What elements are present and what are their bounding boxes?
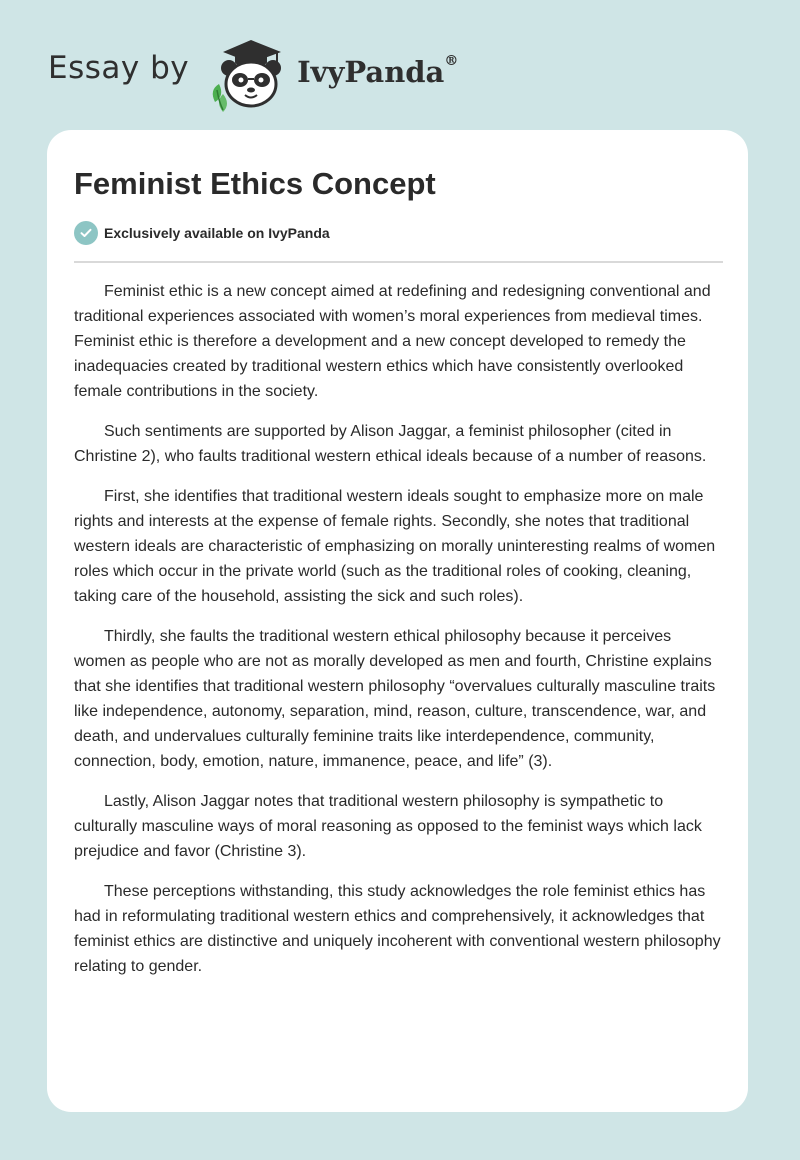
paragraph: These perceptions withstanding, this study acknowledges the role feminist ethics has had in reformulating traditional western ethics and comprehensively, it acknowledges that feminist ethics are distinctive and uniquely incoherent with conventional western philosophy relating to gender. <box>74 883 721 975</box>
brand-label: IvyPanda <box>297 55 445 89</box>
paragraph: First, she identifies that traditional western ideals sought to emphasize more on male rights and interests at the expense of female rights. Secondly, she notes that traditional western ideals are characteristic of emphasizing on morally uninteresting realms of women roles which occur in the private world (such as the traditional roles of cooking, cleaning, taking care of the household, assisting the sick and such roles). <box>74 488 716 605</box>
check-icon <box>74 221 98 245</box>
paragraph: Feminist ethic is a new concept aimed at redefining and redesigning conventional and traditional experiences associated with women’s moral experiences from medieval times. Feminist ethic is therefore a development and a new concept developed to remedy the inadequacies created by traditional western ethics which have consistently overlooked female contributions in the society. <box>74 283 711 400</box>
brand-name[interactable] <box>297 55 458 89</box>
page-title: Feminist Ethics Concept <box>74 166 436 201</box>
paragraph: Lastly, Alison Jaggar notes that traditional western philosophy is sympathetic to culturally masculine ways of moral reasoning as opposed to the feminist ways which lack prejudice and favor (Christine 3). <box>74 793 702 860</box>
essay-card <box>47 130 748 1112</box>
exclusive-badge <box>74 221 330 245</box>
panda-logo-icon[interactable] <box>205 32 291 112</box>
exclusive-label: Exclusively available on IvyPanda <box>104 225 330 241</box>
essay-body <box>74 279 724 994</box>
essay-by-label: Essay by <box>48 50 190 86</box>
divider <box>74 261 723 263</box>
site-header <box>48 32 458 112</box>
paragraph: Such sentiments are supported by Alison Jaggar, a feminist philosopher (cited in Christine 2), who faults traditional western ethical ideals because of a number of reasons. <box>74 423 707 465</box>
paragraph: Thirdly, she faults the traditional western ethical philosophy because it perceives women as people who are not as morally developed as men and fourth, Christine explains that she identifies that traditional western philosophy “overvalues culturally masculine traits like independence, autonomy, separation, mind, reason, culture, transcendence, war, and death, and undervalues culturally feminine traits like interdependence, community, connection, body, emotion, nature, immanence, peace, and life” (3). <box>74 628 716 770</box>
registered-mark: ® <box>444 53 459 69</box>
